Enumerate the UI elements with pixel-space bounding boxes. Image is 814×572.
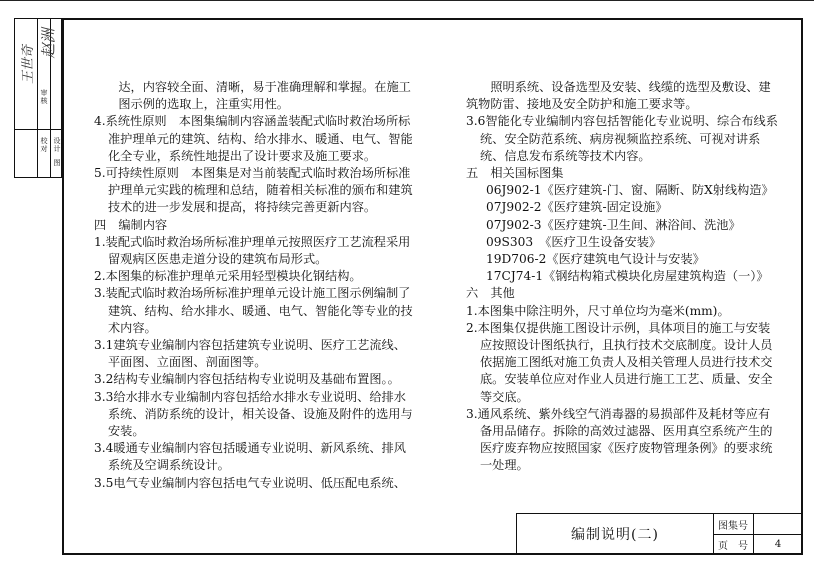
paragraph: 达，内容较全面、清晰，易于准确理解和掌握。在施工	[94, 80, 411, 94]
paragraph: 3.6智能化专业编制内容包括智能化专业说明、综合布线系统、安全防范系统、病房视频监控系统、可视对讲系统、信息发布系统等技术内容。	[466, 114, 778, 163]
strip-label-design: 设计	[53, 137, 61, 153]
reference-item: 09S303 《医疗卫生设备安装》	[486, 234, 662, 249]
paragraph: 1.装配式临时救治场所标准护理单元按照医疗工艺流程采用留观病区医患走道分设的建筑布局形式。	[94, 234, 411, 267]
paragraph: 3.2结构专业编制内容包括结构专业说明及基础布置图。。	[94, 372, 400, 387]
reference-item: 17CJ74-1《钢结构箱式模块化房屋建筑构造（一）》	[486, 269, 769, 284]
reference-item: 06J902-1《医疗建筑-门、窗、隔断、防X射线构造》	[486, 183, 774, 198]
paragraph: 3.1建筑专业编制内容包括建筑专业说明、医疗工艺流线、平面图、立面图、剖面图等。	[94, 338, 406, 370]
strip-divider	[15, 129, 61, 130]
page-number-label: 页 号	[713, 534, 754, 554]
atlas-number-label: 图集号	[713, 514, 754, 534]
reference-item: 19D706-2《医疗建筑电气设计与安装》	[486, 252, 705, 267]
signature-2: 赵洲	[39, 28, 58, 59]
section-heading: 四 编制内容	[94, 217, 168, 232]
paragraph: 2.本图集的标准护理单元采用轻型模块化钢结构。	[94, 269, 362, 284]
atlas-number-value	[753, 514, 803, 534]
sheet-title: 编制说明(二)	[517, 514, 714, 554]
page-number-value: 4	[774, 538, 782, 550]
paragraph: 2.本图集仅提供施工图设计示例，具体项目的施工与安装应按照设计图纸执行，且执行技术交底制度。设计人员依据施工图纸对施工负责人及相关管理人员进行技术交底。安装单位应对作业人员进行施工工艺、质量、安全等交底。	[466, 320, 773, 404]
paragraph: 1.本图集中除注明外，尺寸单位均为毫米(mm)。	[466, 303, 730, 318]
strip-label-review: 审核	[40, 89, 48, 105]
signature-strip	[14, 18, 62, 178]
paragraph: 3.3给水排水专业编制内容包括给水排水专业说明、给排水系统、消防系统的设计，相关设备、设施及附件的选用与安装。	[94, 389, 413, 439]
paragraph: 5.可持续性原则 本图集是对当前装配式临时救治场所标准护理单元实践的梳理和总结，随着相关标准的颁布和建筑技术的进一步发展和提高，将持续完善更新内容。	[94, 166, 413, 215]
paragraph: 照明系统、设备选型及安装、线缆的选型及敷设、建筑物防雷、接地及安全防护和施工要求等。	[466, 80, 771, 112]
signature-1: 王世奇	[21, 44, 37, 85]
paragraph: 3.4暖通专业编制内容包括暖通专业说明、新风系统、排风系统及空调系统设计。	[94, 441, 406, 473]
paragraph: 4.系统性原则 本图集编制内容涵盖装配式临时救治场所标准护理单元的建筑、结构、给水排水、暖通、电气、智能化全专业，系统性地提出了设计要求及施工要求。	[94, 114, 413, 163]
section-heading: 六 其他	[466, 286, 515, 301]
paragraph: 3.通风系统、紫外线空气消毒器的易损部件及耗材等应有备用品储存。拆除的高效过滤器、医用真空系统产生的医疗废弃物应按照国家《医疗废物管理条例》的要求统一处理。	[466, 406, 773, 473]
reference-item: 07J902-3《医疗建筑-卫生间、淋浴间、洗池》	[486, 217, 741, 232]
title-block	[516, 513, 802, 554]
right-text-column	[466, 79, 782, 475]
section-heading: 五 相关国标图集	[466, 166, 564, 181]
reference-item: 07J902-2《医疗建筑-固定设施》	[486, 200, 668, 215]
paragraph: 3.5电气专业编制内容包括电气专业说明、低压配电系统、	[94, 475, 406, 490]
left-text-column	[94, 79, 418, 492]
strip-label-drawing: 图	[53, 159, 61, 167]
paragraph: 3.装配式临时救治场所标准护理单元设计施工图示例编制了建筑、结构、给水排水、暖通、电气、智能化等专业的技术内容。	[94, 286, 413, 335]
strip-label-check: 校对	[40, 137, 48, 153]
paragraph: 图示例的选取上，注重实用性。	[94, 97, 289, 112]
